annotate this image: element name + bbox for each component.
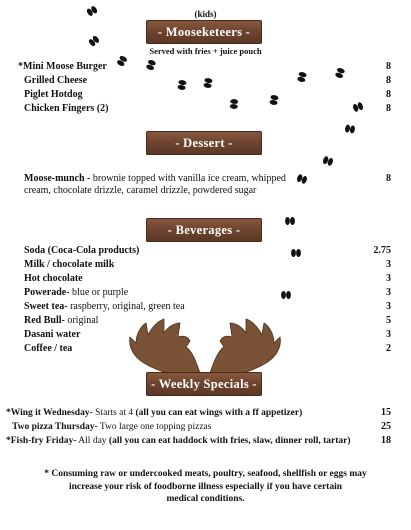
- special-item: *Wing it Wednesday- Starts at 4 (all you can eat wings with a ff appetizer): [6, 408, 303, 418]
- menu-item: Chicken Fingers (2): [24, 103, 109, 114]
- section-banner-mooseketeers: [146, 20, 262, 44]
- moose-hoofprint-icon: [331, 65, 348, 81]
- disclaimer-line: medical conditions.: [166, 494, 245, 504]
- moose-hoofprint-icon: [284, 214, 296, 228]
- menu-item-price: 3: [386, 329, 391, 340]
- moose-hoofprint-icon: [280, 288, 292, 302]
- moose-hoofprint-icon: [320, 152, 336, 169]
- special-item: *Fish-fry Friday- All day (all you can eat haddock with fries, slaw, dinner roll, tartar): [6, 436, 351, 446]
- moose-hoofprint-icon: [266, 93, 282, 107]
- menu-item: Hot chocolate: [24, 273, 83, 284]
- section-title: - Dessert -: [175, 135, 233, 150]
- dessert-item: Moose-munch - brownie topped with vanilla ice cream, whipped cream, chocolate drizzle, caramel drizzle, powdered sugar: [24, 173, 286, 196]
- moose-hoofprint-icon: [200, 76, 216, 90]
- kids-label: (kids): [194, 9, 217, 19]
- moose-hoofprint-icon: [350, 98, 366, 115]
- section-banner-dessert: [146, 131, 262, 155]
- special-item: Two pizza Thursday- Two large one topping pizzas: [12, 422, 212, 432]
- menu-item-price: 8: [386, 61, 391, 72]
- disclaimer: [0, 468, 411, 506]
- menu-item: Coffee / tea: [24, 343, 73, 354]
- menu-item: Milk / chocolate milk: [24, 259, 115, 270]
- moose-hoofprint-icon: [142, 57, 159, 73]
- moose-hoofprint-icon: [294, 69, 311, 84]
- menu-item: Dasani water: [24, 329, 81, 340]
- menu-item-price: 2: [386, 343, 391, 354]
- menu-item: Soda (Coca-Cola products): [24, 245, 140, 256]
- moose-subtitle: Served with fries + juice pouch: [149, 46, 262, 56]
- section-title: - Weekly Specials -: [151, 376, 257, 391]
- disclaimer-line: * Consuming raw or undercooked meats, poultry, seafood, shellfish or eggs may: [44, 469, 367, 479]
- menu-item: Powerade- blue or purple: [24, 287, 129, 298]
- menu-item: Red Bull- original: [24, 315, 99, 326]
- menu-item-price: 25: [381, 421, 391, 432]
- menu-item-price: 8: [386, 173, 391, 184]
- menu-item-price: 8: [386, 75, 391, 86]
- section-banner-weekly-specials: [146, 372, 262, 396]
- menu-item: Sweet tea- raspberry, original, green tea: [24, 301, 185, 312]
- menu-item-price: 3: [386, 287, 391, 298]
- section-title: - Mooseketeers -: [157, 24, 251, 39]
- menu-item-price: 15: [381, 407, 391, 418]
- menu-item-price: 3: [386, 301, 391, 312]
- moose-hoofprint-icon: [227, 97, 242, 110]
- disclaimer-line: increase your risk of foodborne illness especially if you have certain: [68, 481, 343, 492]
- menu-item-price: 8: [386, 89, 391, 100]
- moose-hoofprint-icon: [174, 78, 190, 92]
- section-title: - Beverages -: [167, 222, 241, 237]
- menu-item-price: 8: [386, 103, 391, 114]
- menu-item: Piglet Hotdog: [24, 89, 83, 100]
- menu-item-price: 5: [386, 315, 391, 326]
- menu-item-price: 3: [386, 273, 391, 284]
- menu-item: *Mini Moose Burger: [18, 61, 107, 72]
- moose-hoofprint-icon: [290, 246, 302, 260]
- menu-item-price: 2.75: [373, 245, 391, 256]
- moose-hoofprint-icon: [343, 121, 357, 137]
- menu-item-price: 3: [386, 259, 391, 270]
- menu-item: Grilled Cheese: [24, 75, 88, 86]
- menu-item-price: 18: [381, 435, 391, 446]
- section-banner-beverages: [146, 218, 262, 242]
